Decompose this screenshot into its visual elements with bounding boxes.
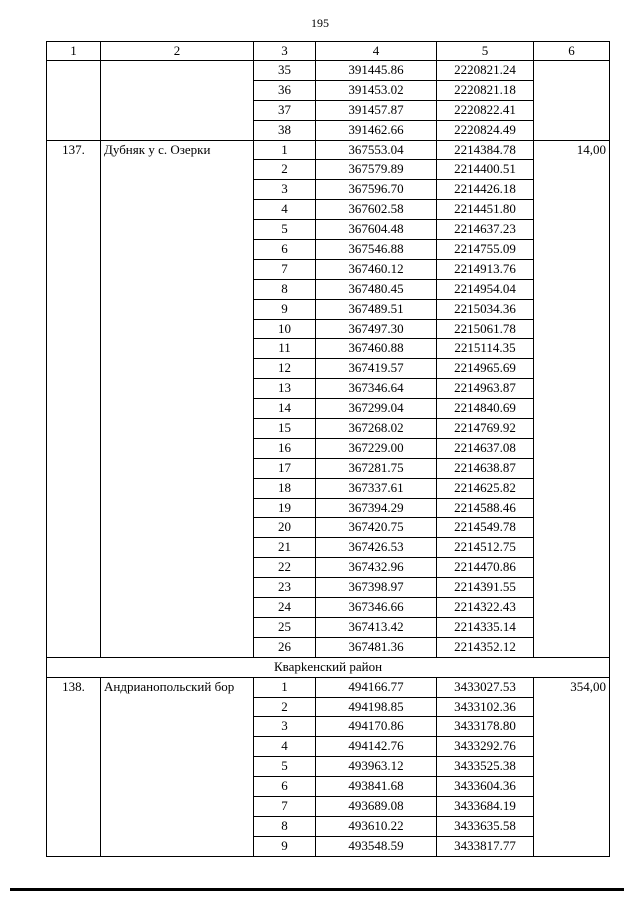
point-number-cell: 1 <box>254 140 316 160</box>
y-coordinate-cell: 2214451.80 <box>437 200 534 220</box>
point-number-cell: 3 <box>254 180 316 200</box>
object-name-cell <box>101 61 254 141</box>
y-coordinate-cell: 2214965.69 <box>437 359 534 379</box>
column-header: 3 <box>254 42 316 61</box>
point-number-cell: 6 <box>254 777 316 797</box>
object-number-cell <box>47 61 101 141</box>
table-body <box>47 61 610 857</box>
point-number-cell: 5 <box>254 220 316 240</box>
x-coordinate-cell: 367596.70 <box>316 180 437 200</box>
y-coordinate-cell: 2220824.49 <box>437 120 534 140</box>
point-number-cell: 23 <box>254 578 316 598</box>
x-coordinate-cell: 367268.02 <box>316 419 437 439</box>
y-coordinate-cell: 2214426.18 <box>437 180 534 200</box>
y-coordinate-cell: 3433817.77 <box>437 836 534 856</box>
object-number-cell: 137. <box>47 140 101 657</box>
x-coordinate-cell: 367281.75 <box>316 458 437 478</box>
x-coordinate-cell: 494142.76 <box>316 737 437 757</box>
object-number-cell: 138. <box>47 677 101 856</box>
point-number-cell: 1 <box>254 677 316 697</box>
point-number-cell: 19 <box>254 498 316 518</box>
footer-rule <box>10 888 624 891</box>
x-coordinate-cell: 367398.97 <box>316 578 437 598</box>
y-coordinate-cell: 2214625.82 <box>437 478 534 498</box>
point-number-cell: 36 <box>254 80 316 100</box>
x-coordinate-cell: 367420.75 <box>316 518 437 538</box>
point-number-cell: 37 <box>254 100 316 120</box>
y-coordinate-cell: 3433525.38 <box>437 757 534 777</box>
x-coordinate-cell: 391453.02 <box>316 80 437 100</box>
point-number-cell: 14 <box>254 399 316 419</box>
y-coordinate-cell: 2214588.46 <box>437 498 534 518</box>
point-number-cell: 16 <box>254 438 316 458</box>
point-number-cell: 20 <box>254 518 316 538</box>
point-number-cell: 9 <box>254 299 316 319</box>
y-coordinate-cell: 2214638.87 <box>437 458 534 478</box>
point-number-cell: 35 <box>254 61 316 81</box>
point-number-cell: 12 <box>254 359 316 379</box>
x-coordinate-cell: 494166.77 <box>316 677 437 697</box>
y-coordinate-cell: 3433102.36 <box>437 697 534 717</box>
y-coordinate-cell: 2214769.92 <box>437 419 534 439</box>
point-number-cell: 22 <box>254 558 316 578</box>
page-number: 195 <box>311 16 329 30</box>
y-coordinate-cell: 2215114.35 <box>437 339 534 359</box>
x-coordinate-cell: 367346.64 <box>316 379 437 399</box>
table-row <box>47 677 610 697</box>
y-coordinate-cell: 3433635.58 <box>437 816 534 836</box>
x-coordinate-cell: 367480.45 <box>316 279 437 299</box>
y-coordinate-cell: 2214384.78 <box>437 140 534 160</box>
point-number-cell: 8 <box>254 816 316 836</box>
point-number-cell: 3 <box>254 717 316 737</box>
point-number-cell: 2 <box>254 160 316 180</box>
y-coordinate-cell: 2220821.18 <box>437 80 534 100</box>
point-number-cell: 10 <box>254 319 316 339</box>
y-coordinate-cell: 2220821.24 <box>437 61 534 81</box>
y-coordinate-cell: 3433604.36 <box>437 777 534 797</box>
x-coordinate-cell: 493963.12 <box>316 757 437 777</box>
x-coordinate-cell: 367489.51 <box>316 299 437 319</box>
y-coordinate-cell: 2214549.78 <box>437 518 534 538</box>
point-number-cell: 25 <box>254 617 316 637</box>
y-coordinate-cell: 3433292.76 <box>437 737 534 757</box>
point-number-cell: 5 <box>254 757 316 777</box>
table-row <box>47 61 610 81</box>
column-header: 4 <box>316 42 437 61</box>
y-coordinate-cell: 2214391.55 <box>437 578 534 598</box>
x-coordinate-cell: 493610.22 <box>316 816 437 836</box>
y-coordinate-cell: 2214755.09 <box>437 240 534 260</box>
x-coordinate-cell: 494170.86 <box>316 717 437 737</box>
point-number-cell: 6 <box>254 240 316 260</box>
coordinates-table <box>46 41 610 857</box>
x-coordinate-cell: 367419.57 <box>316 359 437 379</box>
x-coordinate-cell: 493548.59 <box>316 836 437 856</box>
x-coordinate-cell: 367460.88 <box>316 339 437 359</box>
area-cell: 14,00 <box>534 140 610 657</box>
column-header: 1 <box>47 42 101 61</box>
point-number-cell: 11 <box>254 339 316 359</box>
x-coordinate-cell: 391462.66 <box>316 120 437 140</box>
point-number-cell: 24 <box>254 598 316 618</box>
point-number-cell: 2 <box>254 697 316 717</box>
region-name-cell: Кварkенский район <box>47 657 610 677</box>
y-coordinate-cell: 2214637.23 <box>437 220 534 240</box>
point-number-cell: 4 <box>254 737 316 757</box>
y-coordinate-cell: 3433027.53 <box>437 677 534 697</box>
x-coordinate-cell: 367579.89 <box>316 160 437 180</box>
point-number-cell: 7 <box>254 796 316 816</box>
point-number-cell: 18 <box>254 478 316 498</box>
column-header: 2 <box>101 42 254 61</box>
column-header: 6 <box>534 42 610 61</box>
point-number-cell: 26 <box>254 637 316 657</box>
y-coordinate-cell: 2215061.78 <box>437 319 534 339</box>
object-name-cell: Дубняк у с. Озерки <box>101 140 254 657</box>
table-row <box>47 140 610 160</box>
x-coordinate-cell: 493841.68 <box>316 777 437 797</box>
y-coordinate-cell: 2215034.36 <box>437 299 534 319</box>
area-cell: 354,00 <box>534 677 610 856</box>
point-number-cell: 15 <box>254 419 316 439</box>
point-number-cell: 4 <box>254 200 316 220</box>
y-coordinate-cell: 3433684.19 <box>437 796 534 816</box>
x-coordinate-cell: 367604.48 <box>316 220 437 240</box>
y-coordinate-cell: 2214512.75 <box>437 538 534 558</box>
x-coordinate-cell: 367337.61 <box>316 478 437 498</box>
point-number-cell: 9 <box>254 836 316 856</box>
x-coordinate-cell: 367546.88 <box>316 240 437 260</box>
object-name-cell: Андрианопольский бор <box>101 677 254 856</box>
area-cell <box>534 61 610 141</box>
x-coordinate-cell: 367481.36 <box>316 637 437 657</box>
point-number-cell: 21 <box>254 538 316 558</box>
x-coordinate-cell: 367426.53 <box>316 538 437 558</box>
x-coordinate-cell: 494198.85 <box>316 697 437 717</box>
x-coordinate-cell: 367346.66 <box>316 598 437 618</box>
y-coordinate-cell: 3433178.80 <box>437 717 534 737</box>
column-number-row <box>47 42 610 61</box>
y-coordinate-cell: 2214322.43 <box>437 598 534 618</box>
point-number-cell: 7 <box>254 259 316 279</box>
x-coordinate-cell: 367553.04 <box>316 140 437 160</box>
point-number-cell: 38 <box>254 120 316 140</box>
y-coordinate-cell: 2214637.08 <box>437 438 534 458</box>
x-coordinate-cell: 367413.42 <box>316 617 437 637</box>
y-coordinate-cell: 2214470.86 <box>437 558 534 578</box>
x-coordinate-cell: 391445.86 <box>316 61 437 81</box>
x-coordinate-cell: 391457.87 <box>316 100 437 120</box>
y-coordinate-cell: 2214335.14 <box>437 617 534 637</box>
y-coordinate-cell: 2214954.04 <box>437 279 534 299</box>
y-coordinate-cell: 2214840.69 <box>437 399 534 419</box>
x-coordinate-cell: 493689.08 <box>316 796 437 816</box>
y-coordinate-cell: 2214963.87 <box>437 379 534 399</box>
point-number-cell: 13 <box>254 379 316 399</box>
x-coordinate-cell: 367394.29 <box>316 498 437 518</box>
column-header: 5 <box>437 42 534 61</box>
x-coordinate-cell: 367299.04 <box>316 399 437 419</box>
point-number-cell: 17 <box>254 458 316 478</box>
region-row <box>47 657 610 677</box>
x-coordinate-cell: 367602.58 <box>316 200 437 220</box>
y-coordinate-cell: 2214400.51 <box>437 160 534 180</box>
x-coordinate-cell: 367432.96 <box>316 558 437 578</box>
point-number-cell: 8 <box>254 279 316 299</box>
x-coordinate-cell: 367497.30 <box>316 319 437 339</box>
y-coordinate-cell: 2214352.12 <box>437 637 534 657</box>
y-coordinate-cell: 2214913.76 <box>437 259 534 279</box>
x-coordinate-cell: 367229.00 <box>316 438 437 458</box>
x-coordinate-cell: 367460.12 <box>316 259 437 279</box>
y-coordinate-cell: 2220822.41 <box>437 100 534 120</box>
